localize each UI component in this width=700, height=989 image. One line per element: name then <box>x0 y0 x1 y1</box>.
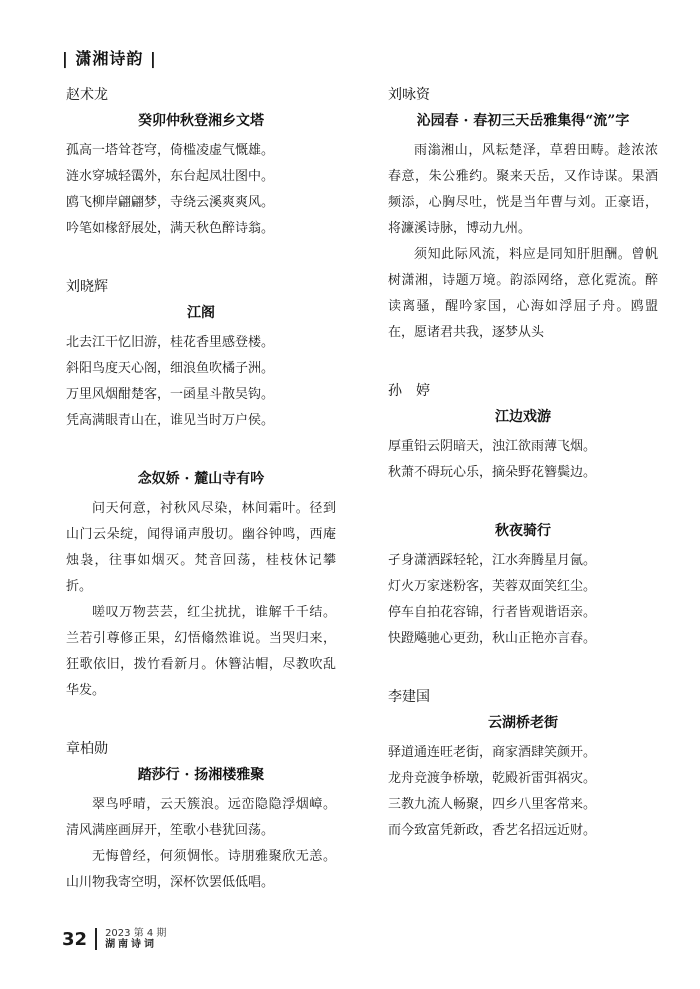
poem-title: 念奴娇 · 麓山寺有吟 <box>137 471 265 487</box>
poem-paragraph: 雨滃湘山，风耘楚泽，草碧田畴。趁浓浓春意，朱公雅约。聚来天岳，又作诗谋。果酒频添，心胸尽吐，恍是当年曹与刘。正豪语，将濂溪诗脉，博动九州。 <box>388 143 658 236</box>
poem-author: 李建国 <box>388 689 430 705</box>
poem-block <box>388 84 658 346</box>
poem-author: 赵术龙 <box>66 87 108 103</box>
footer-meta <box>105 928 166 950</box>
poem-line: 而今致富凭新政，香艺名招远近财。 <box>388 823 597 838</box>
footer-divider <box>95 928 97 950</box>
magazine-name: 湖南诗词 <box>105 939 158 950</box>
poem-block <box>66 738 336 896</box>
section-header: | 潇湘诗韵 | <box>62 49 157 68</box>
poem-line: 孤高一塔耸苍穹，倚槛凌虚气慨雄。 <box>66 143 275 158</box>
poem-paragraph: 须知此际风流，料应是同知肝胆酬。曾帆树潇湘，诗题万境。韵添网络，意化霓流。醉读离骚，醒吟家国，心海如浮屈子舟。鸥盟在，愿诸君共我，逐梦从头 <box>388 247 658 340</box>
page-number: 32 <box>62 928 88 950</box>
left-column <box>66 84 336 896</box>
poem-line: 龙舟竞渡争桥墩，乾殿祈雷弭祸灾。 <box>388 771 597 786</box>
poem-paragraph: 翠鸟呼晴，云天簇浪。远峦隐隐浮烟嶂。清风满座画屏开，笙歌小巷犹回荡。 <box>66 797 336 838</box>
poem-title: 踏莎行 · 扬湘楼雅聚 <box>137 767 265 783</box>
poem-block <box>66 276 336 434</box>
poem-line: 吟笔如椽舒展处，满天秋色醉诗翁。 <box>66 221 275 236</box>
poem-line: 鸥飞柳岸翩翩梦，寺绕云溪爽爽风。 <box>66 195 275 210</box>
poem-line: 北去江干忆旧游，桂花香里感登楼。 <box>66 335 275 350</box>
poem-block <box>66 84 336 242</box>
poem-line: 斜阳鸟度天心阁，细浪鱼吹橘子洲。 <box>66 361 275 376</box>
poem-title: 沁园春 · 春初三天岳雅集得“流”字 <box>416 113 630 129</box>
issue-label: 2023 第 4 期 <box>105 928 167 939</box>
poem-line: 灯火万家迷粉客，芙蓉双面笑红尘。 <box>388 579 597 594</box>
poem-title: 江边戏游 <box>495 409 551 425</box>
poem-line: 厚重铅云阴暗天，浊江欲雨薄飞烟。 <box>388 439 597 454</box>
poem-line: 孑身潇洒踩轻轮，江水奔腾星月氤。 <box>388 553 597 568</box>
poem-title: 癸卯仲秋登湘乡文塔 <box>138 113 264 129</box>
poem-block <box>388 520 658 652</box>
poem-line: 停车自拍花容锦，行者皆观谐语亲。 <box>388 605 597 620</box>
poem-block <box>388 686 658 844</box>
poem-line: 快蹬飚驰心更劲，秋山正艳亦言春。 <box>388 631 597 646</box>
poem-paragraph: 无悔曾经，何须惆怅。诗朋雅聚欣无恙。山川物我寄空明，深杯饮罢低低唱。 <box>66 849 336 890</box>
poem-block <box>66 468 336 704</box>
page-footer <box>62 928 166 950</box>
right-column <box>388 84 658 844</box>
poem-paragraph: 嗟叹万物芸芸，红尘扰扰，谁解千千结。兰若引尊修正果，幻悟翛然谁说。当哭归来，狂歌依旧，拨竹看新月。休簪沾帽，尽教吹乱华发。 <box>66 605 336 698</box>
poem-title: 云湖桥老街 <box>488 715 558 731</box>
poem-line: 驿道通连旺老街，商家酒肆笑颜开。 <box>388 745 597 760</box>
poem-block <box>388 380 658 486</box>
poem-author: 章柏勋 <box>66 741 108 757</box>
poem-title: 秋夜骑行 <box>495 523 551 539</box>
poem-line: 秋萧不碍玩心乐，摘朵野花簪鬓边。 <box>388 465 597 480</box>
poem-author: 刘晓辉 <box>66 279 108 295</box>
poem-line: 涟水穿城轻霭外，东台起凤壮图中。 <box>66 169 275 184</box>
poem-paragraph: 问天何意，衬秋风尽染，林间霜叶。径到山门云朵绽，闻得诵声殷切。幽谷钟鸣，西庵烛袅，往事如烟灭。梵音回荡，桂枝休记攀折。 <box>66 501 336 594</box>
poem-line: 万里风烟酣楚客，一函星斗散吴钩。 <box>66 387 275 402</box>
poem-author: 刘咏资 <box>388 87 430 103</box>
poem-author: 孙 婷 <box>388 383 430 399</box>
poem-line: 凭高满眼青山在，谁见当时万户侯。 <box>66 413 275 428</box>
poem-line: 三教九流人畅聚，四乡八里客常来。 <box>388 797 597 812</box>
poem-title: 江阁 <box>187 305 215 321</box>
